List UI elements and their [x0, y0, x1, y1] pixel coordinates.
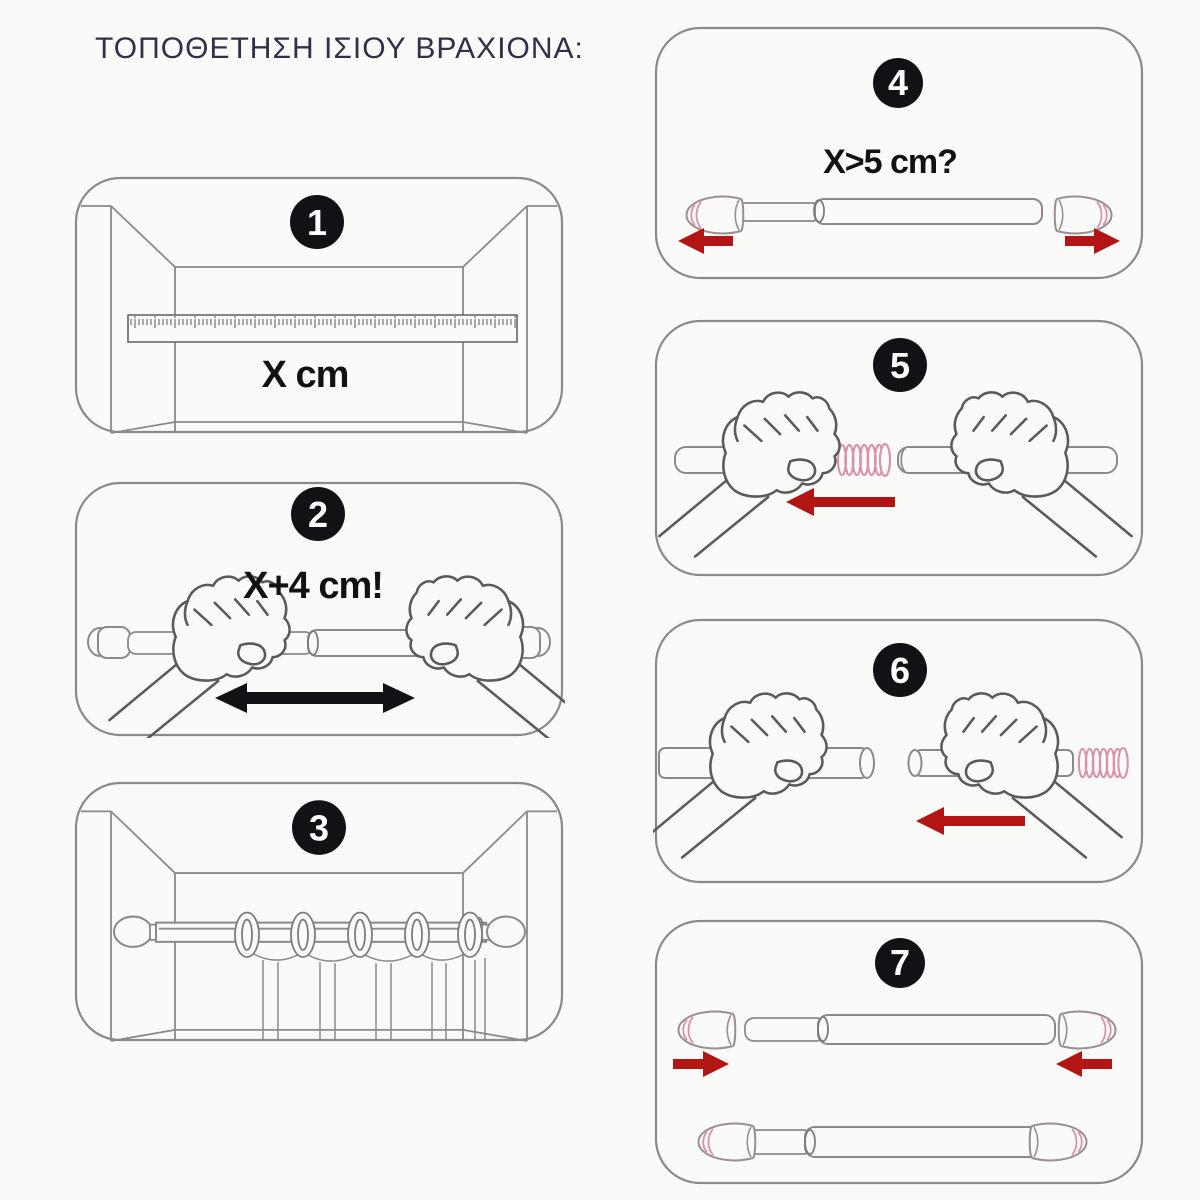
assembled-rod-illustration: [699, 1124, 1087, 1161]
step-7-panel: [653, 918, 1145, 1186]
page-title: ΤΟΠΟΘΕΤΗΣΗ ΙΣΙΟΥ ΒΡΑΧΙΟΝΑ:: [95, 32, 584, 65]
stretch-double-arrow-icon: [215, 683, 415, 713]
step-4-badge: [873, 58, 923, 108]
right-hand-illustration: [406, 576, 565, 738]
left-end-cap-illustration: [687, 197, 744, 234]
push-left-arrow-icon: [916, 807, 1025, 835]
right-hand-illustration: [951, 392, 1131, 556]
step-6-badge: [873, 643, 927, 697]
step-6-panel: [653, 617, 1145, 885]
step-2-badge: [291, 487, 345, 541]
right-end-cap-illustration: [1059, 1012, 1116, 1049]
push-left-arrow-icon: [1056, 1051, 1112, 1077]
step-7-badge: [875, 938, 925, 988]
gap-question-label: X>5 cm?: [823, 143, 957, 181]
step-7-number: 7: [889, 942, 911, 983]
step-3-number: 3: [308, 807, 330, 849]
step-1-number: 1: [306, 202, 328, 243]
right-end-cap-attached-illustration: [1030, 1124, 1087, 1161]
left-end-cap-illustration: [679, 1012, 736, 1049]
step-2-panel: [73, 480, 565, 738]
step-6-number: 6: [889, 650, 911, 691]
push-right-arrow-icon: [673, 1051, 729, 1077]
rod-with-caps-apart-illustration: [679, 1012, 1116, 1049]
step-3-panel: [73, 780, 565, 1043]
step-1-badge: [290, 195, 344, 249]
step-5-badge: [873, 338, 927, 392]
step-4-number: 4: [887, 62, 909, 103]
step-4-panel: [653, 25, 1145, 281]
measurement-label: X cm: [261, 354, 349, 396]
step-5-number: 5: [889, 345, 911, 386]
step-2-number: 2: [307, 494, 329, 535]
step-3-badge: [292, 800, 346, 855]
ruler-illustration: [128, 315, 517, 342]
left-hand-illustration: [659, 392, 839, 556]
spring-illustration: [838, 444, 890, 476]
telescopic-rod-illustration: [737, 199, 1042, 224]
left-end-cap-attached-illustration: [699, 1124, 756, 1161]
spring-illustration: [1079, 748, 1128, 778]
step-5-panel: [653, 318, 1145, 578]
length-instruction-label: X+4 cm!: [243, 565, 383, 607]
right-end-cap-illustration: [1055, 197, 1112, 234]
step-1-panel: [73, 175, 565, 435]
push-left-arrow-icon: [786, 488, 895, 516]
